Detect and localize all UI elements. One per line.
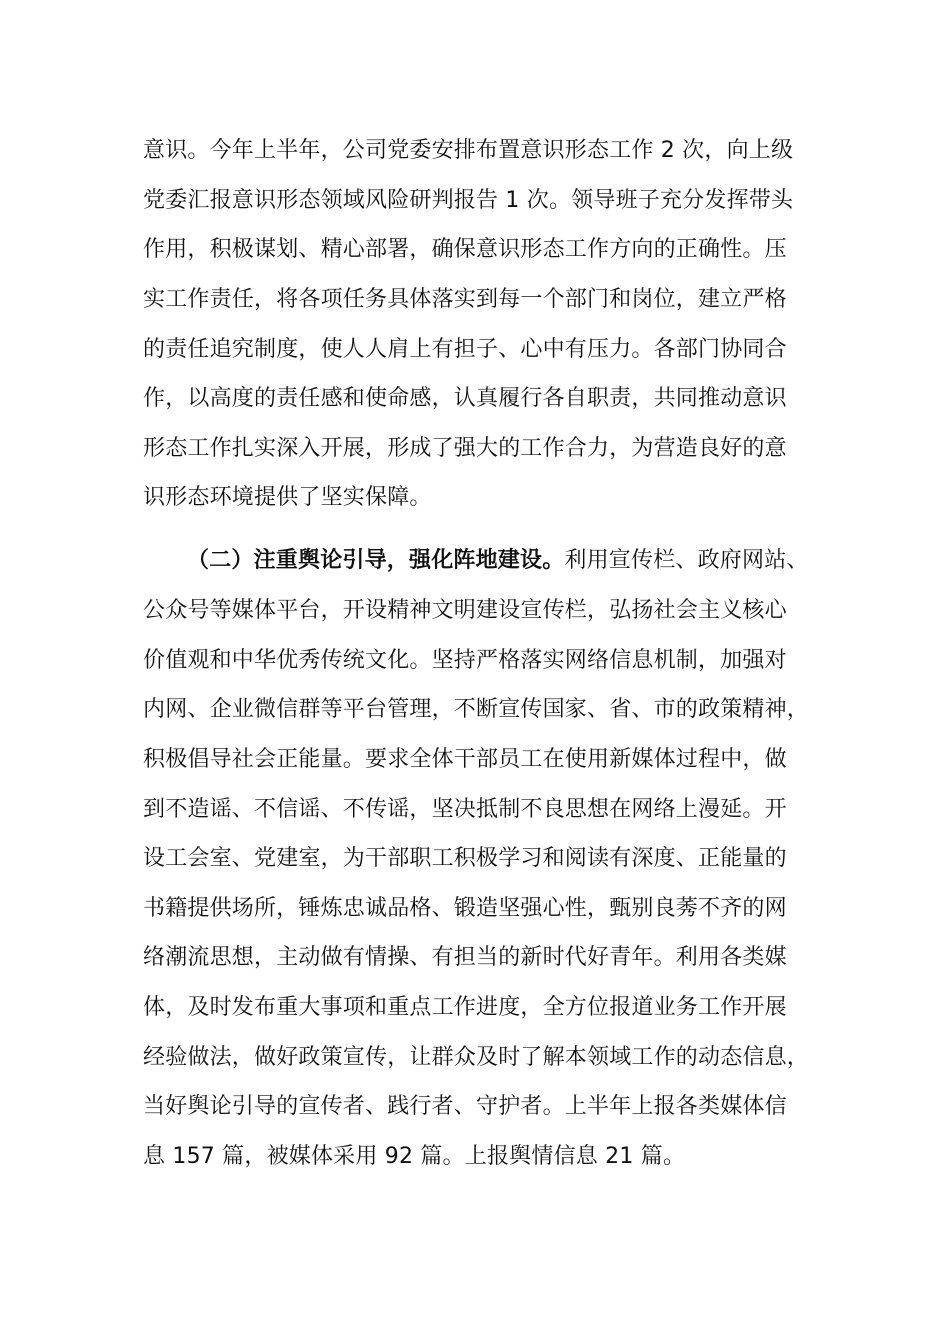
paragraph2-line-6: 到不造谣、不信谣、不传谣，坚决抵制不良思想在网络上漫延。开 (143, 797, 787, 822)
paragraph1-line-2: 党委汇报意识形态领域风险研判报告 1 次。领导班子充分发挥带头 (143, 188, 794, 213)
paragraph2-line-10: 体，及时发布重大事项和重点工作进度，全方位报道业务工作开展 (143, 995, 787, 1020)
paragraph2-first-line (187, 546, 887, 576)
paragraph1-line-3: 作用，积极谋划、精心部署，确保意识形态工作方向的正确性。压 (143, 237, 787, 262)
paragraph2-first-line-text: 利用宣传栏、政府网站、 (564, 548, 809, 573)
paragraph2-line-9: 络潮流思想，主动做有情操、有担当的新时代好青年。利用各类媒 (143, 945, 787, 970)
paragraph2-line-11: 经验做法，做好政策宣传，让群众及时了解本领域工作的动态信息， (143, 1045, 810, 1070)
paragraph1-line-8: 识形态环境提供了坚实保障。 (143, 485, 432, 510)
paragraph2-line-13: 息 157 篇，被媒体采用 92 篇。上报舆情信息 21 篇。 (143, 1144, 686, 1169)
paragraph1-line-4: 实工作责任，将各项任务具体落实到每一个部门和岗位，建立严格 (143, 287, 787, 312)
paragraph2-line-2: 公众号等媒体平台，开设精神文明建设宣传栏，弘扬社会主义核心 (143, 598, 787, 623)
paragraph2-line-8: 书籍提供场所，锤炼忠诚品格、锻造坚强心性，甄别良莠不齐的网 (143, 896, 787, 921)
paragraph1-line-7: 形态工作扎实深入开展，形成了强大的工作合力，为营造良好的意 (143, 436, 787, 461)
paragraph1-line-6: 作，以高度的责任感和使命感，认真履行各自职责，共同推动意识 (143, 386, 787, 411)
paragraph2-line-12: 当好舆论引导的宣传者、践行者、守护者。上半年上报各类媒体信 (143, 1094, 787, 1119)
paragraph2-line-7: 设工会室、党建室，为干部职工积极学习和阅读有深度、正能量的 (143, 846, 787, 871)
paragraph2-line-3: 价值观和中华优秀传统文化。坚持严格落实网络信息机制，加强对 (143, 648, 787, 673)
paragraph1-line-5: 的责任追究制度，使人人肩上有担子、心中有压力。各部门协同合 (143, 337, 787, 362)
paragraph2-line-4: 内网、企业微信群等平台管理，不断宣传国家、省、市的政策精神， (143, 697, 810, 722)
paragraph2-line-5: 积极倡导社会正能量。要求全体干部员工在使用新媒体过程中，做 (143, 747, 787, 772)
section-heading: （二）注重舆论引导，强化阵地建设。 (187, 548, 565, 573)
paragraph1-line-1: 意识。今年上半年，公司党委安排布置意识形态工作 2 次，向上级 (143, 138, 794, 163)
